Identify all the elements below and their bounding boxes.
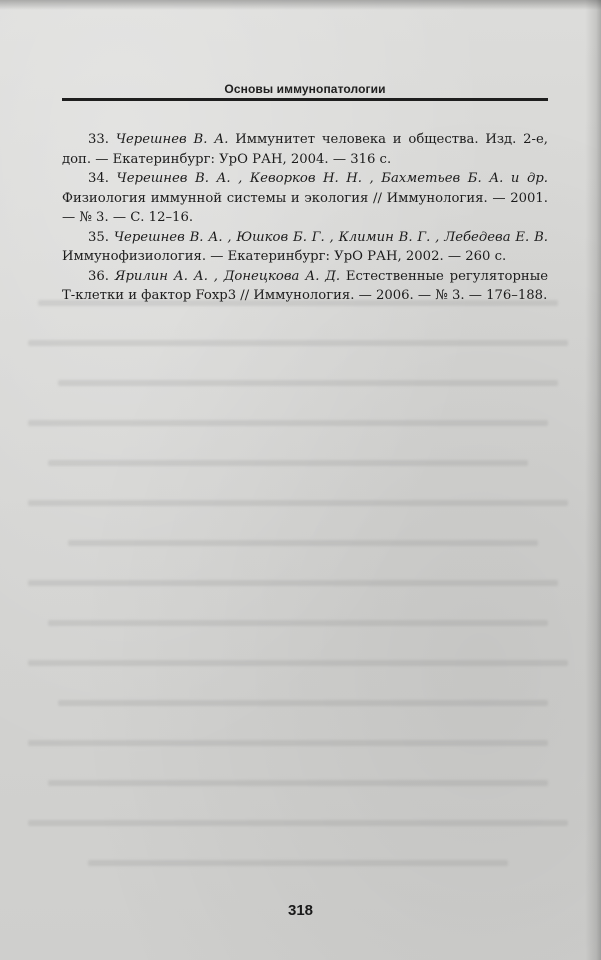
reference-text: Физиология иммунной системы и экология // Иммунология. — 2001. — № 3. — С. 12–16. — [62, 190, 548, 225]
reference-text: Иммунофизиология. — Екатеринбург: УрО РАН, 2002. — 260 с. — [62, 249, 507, 264]
reference-number: 34. — [88, 171, 109, 186]
reference-number: 35. — [88, 229, 109, 245]
show-through-text — [28, 300, 588, 880]
scan-top-shadow — [0, 0, 601, 10]
header-rule — [62, 98, 548, 101]
page-number: 318 — [287, 902, 314, 919]
reference-authors: Черешнев В. А. — [115, 132, 229, 147]
reference-text: Иммунитет человека и общества. Изд. 2-е, доп. — Екатеринбург: УрО РАН, 2004. — 316 с. — [62, 132, 548, 167]
running-header: Основы иммунопатологии — [224, 82, 386, 96]
reference-authors: Ярилин А. А. , Донецкова А. Д. — [114, 268, 341, 284]
reference-item — [62, 267, 548, 306]
page-edge-shadow — [585, 0, 601, 960]
reference-item — [62, 228, 548, 267]
reference-list — [62, 130, 548, 306]
reference-authors: Черешнев В. А. , Юшков Б. Г. , Климин В. Г. , Лебедева Е. В. — [113, 229, 548, 245]
reference-authors: Черешнев В. А. , Кеворков Н. Н. , Бахметьев Б. А. и др. — [116, 171, 548, 186]
reference-number: 33. — [88, 132, 109, 147]
reference-number: 36. — [88, 268, 109, 284]
reference-item — [62, 169, 548, 228]
reference-item — [62, 130, 548, 169]
reference-text: Естественные регуляторные Т-клетки и фактор Foxp3 // Иммунология. — 2006. — № 3. — 176–188. — [62, 268, 548, 303]
